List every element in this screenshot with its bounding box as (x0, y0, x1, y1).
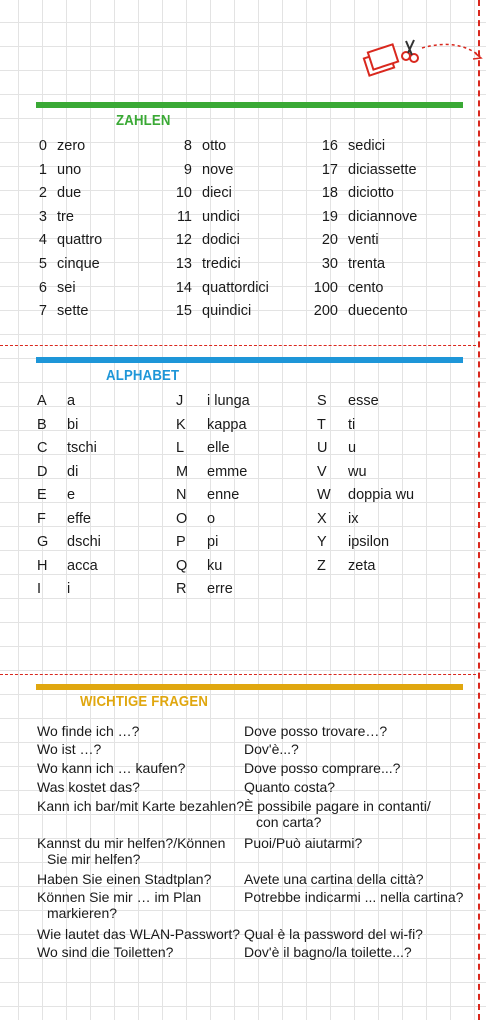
number-digit: 14 (175, 279, 192, 296)
fragen-title: WICHTIGE FRAGEN (80, 693, 209, 710)
number-word: tre (57, 208, 74, 225)
number-row (298, 161, 417, 179)
number-digit: 15 (175, 303, 192, 320)
alphabet-name: a (67, 393, 76, 409)
number-digit: 0 (38, 138, 47, 154)
alphabet-name: ipsilon (348, 534, 390, 550)
number-row (7, 184, 82, 202)
alphabet-name: tschi (67, 440, 97, 456)
number-row (7, 137, 86, 155)
alphabet-name: e (67, 487, 76, 503)
question-german-cont: markieren? (47, 905, 118, 921)
number-row (152, 137, 227, 155)
alphabet-letter: H (37, 557, 48, 574)
alphabet-letter: T (317, 416, 326, 433)
number-word: cento (348, 279, 384, 296)
number-digit: 17 (321, 161, 338, 178)
alphabet-name: i lunga (207, 393, 250, 409)
number-word: sette (57, 303, 89, 320)
number-digit: 200 (313, 303, 338, 320)
alphabet-letter: K (176, 416, 186, 433)
alphabet-name: erre (207, 581, 233, 597)
number-word: undici (202, 208, 240, 225)
alphabet-letter: C (37, 440, 48, 456)
alphabet-letter: M (176, 463, 189, 480)
number-word: quattordici (202, 279, 269, 296)
alphabet-letter: E (37, 487, 47, 503)
alphabet-name: ti (348, 416, 356, 433)
alphabet-name: emme (207, 463, 248, 480)
number-row (7, 161, 82, 179)
number-row (298, 231, 379, 249)
number-word: duecento (348, 303, 408, 320)
question-italian: Puoi/Può aiutarmi? (244, 835, 363, 851)
number-digit: 8 (183, 138, 192, 154)
number-word: venti (348, 232, 379, 249)
alphabet-name: doppia wu (348, 487, 415, 503)
vertical-cut-line (478, 0, 480, 1020)
alphabet-name: elle (207, 440, 230, 456)
number-digit: 3 (38, 208, 47, 225)
question-german: Wie lautet das WLAN-Passwort? (37, 926, 241, 942)
alphabet-name: wu (348, 463, 367, 480)
alphabet-header-bar (36, 357, 463, 363)
alphabet-letter: V (317, 463, 327, 480)
number-digit: 18 (321, 185, 338, 202)
alphabet-name: acca (67, 557, 98, 574)
number-word: tredici (202, 256, 241, 272)
number-digit: 20 (321, 232, 338, 249)
zahlen-header-bar (36, 102, 463, 108)
question-german: Kann ich bar/mit Karte bezahlen? (37, 798, 245, 814)
number-word: trenta (348, 256, 386, 272)
question-german: Kannst du mir helfen?/Können (37, 835, 226, 851)
number-digit: 13 (175, 256, 192, 272)
number-row (152, 255, 241, 273)
number-digit: 30 (321, 256, 338, 272)
number-digit: 6 (38, 279, 47, 296)
number-digit: 1 (38, 161, 47, 178)
question-german-cont: Sie mir helfen? (47, 851, 141, 867)
alphabet-name: zeta (348, 557, 376, 574)
alphabet-letter: F (37, 510, 46, 527)
number-row (7, 208, 74, 226)
number-digit: 16 (321, 138, 338, 154)
number-word: nove (202, 161, 234, 178)
alphabet-name: u (348, 440, 357, 456)
alphabet-name: effe (67, 510, 91, 527)
number-row (152, 184, 232, 202)
alphabet-letter: Y (317, 534, 327, 550)
question-italian: Dove posso comprare...? (244, 760, 401, 776)
number-word: quattro (57, 232, 103, 249)
alphabet-letter: Z (317, 557, 326, 574)
section-divider-1 (0, 345, 476, 346)
alphabet-letter: X (317, 510, 327, 527)
number-row (298, 279, 384, 297)
number-row (152, 161, 234, 179)
number-row (7, 231, 103, 249)
number-word: zero (57, 138, 86, 154)
alphabet-letter: J (176, 393, 184, 409)
number-word: diciotto (348, 185, 394, 202)
number-row (298, 302, 408, 320)
cut-out-card-icon (364, 44, 398, 75)
alphabet-name: bi (67, 416, 79, 433)
question-italian-cont: con carta? (256, 814, 322, 830)
alphabet-letter: L (176, 440, 185, 456)
alphabet-name: i (67, 581, 71, 597)
number-digit: 10 (175, 185, 192, 202)
alphabet-letter: P (176, 534, 186, 550)
alphabet-letter: I (37, 581, 42, 597)
alphabet-letter: U (317, 440, 328, 456)
alphabet-letter: B (37, 416, 47, 433)
number-row (152, 208, 240, 226)
number-word: cinque (57, 256, 100, 272)
number-digit: 12 (175, 232, 192, 249)
alphabet-letter: A (37, 393, 47, 409)
question-italian: Dov'è...? (244, 741, 299, 757)
number-row (298, 255, 386, 273)
question-italian: Potrebbe indicarmi ... nella cartina? (244, 889, 464, 905)
number-word: diciannove (348, 208, 418, 225)
number-digit: 100 (313, 279, 338, 296)
number-word: diciassette (348, 161, 417, 178)
alphabet-name: ku (207, 557, 223, 574)
number-digit: 7 (38, 303, 47, 320)
number-row (7, 255, 100, 273)
number-row (298, 137, 386, 155)
number-digit: 5 (38, 256, 47, 272)
question-german: Haben Sie einen Stadtplan? (37, 871, 212, 887)
alphabet-name: dschi (67, 534, 101, 550)
alphabet-name: esse (348, 393, 379, 409)
number-word: due (57, 185, 82, 202)
number-row (152, 302, 252, 320)
alphabet-name: ix (348, 510, 359, 527)
alphabet-name: pi (207, 534, 219, 550)
question-italian: Qual è la password del wi-fi? (244, 926, 423, 942)
question-italian: Avete una cartina della città? (244, 871, 424, 887)
alphabet-name: o (207, 510, 216, 527)
number-row (152, 231, 240, 249)
scissors-icon (362, 36, 486, 84)
question-german: Können Sie mir … im Plan (37, 889, 202, 905)
alphabet-name: kappa (207, 416, 247, 433)
section-divider-2 (0, 674, 476, 675)
zahlen-title: ZAHLEN (116, 112, 171, 129)
question-german: Wo finde ich …? (37, 723, 140, 739)
question-german: Wo kann ich … kaufen? (37, 760, 186, 776)
number-digit: 2 (38, 185, 47, 202)
number-word: dodici (202, 232, 240, 249)
number-word: dieci (202, 185, 232, 202)
question-italian: È possibile pagare in contanti/ (244, 798, 431, 814)
number-digit: 19 (321, 208, 338, 225)
number-row (7, 279, 76, 297)
number-word: sedici (348, 138, 386, 154)
fragen-header-bar (36, 684, 463, 690)
number-digit: 4 (38, 232, 47, 249)
alphabet-name: enne (207, 487, 240, 503)
question-italian: Dove posso trovare…? (244, 723, 388, 739)
alphabet-letter: S (317, 393, 327, 409)
alphabet-letter: G (37, 534, 49, 550)
number-digit: 11 (176, 208, 192, 225)
question-italian: Dov'è il bagno/la toilette...? (244, 944, 412, 960)
number-word: otto (202, 138, 227, 154)
number-word: sei (57, 279, 76, 296)
alphabet-name: di (67, 463, 79, 480)
alphabet-letter: O (176, 510, 188, 527)
alphabet-letter: W (317, 487, 331, 503)
alphabet-letter: D (37, 463, 48, 480)
number-digit: 9 (183, 161, 192, 178)
question-german: Wo sind die Toiletten? (37, 944, 174, 960)
alphabet-title: ALPHABET (106, 367, 180, 384)
number-row (152, 279, 269, 297)
question-italian: Quanto costa? (244, 779, 336, 795)
alphabet-letter: N (176, 487, 187, 503)
number-row (298, 208, 418, 226)
alphabet-letter: Q (176, 557, 188, 574)
number-row (298, 184, 394, 202)
question-german: Wo ist …? (37, 741, 102, 757)
question-german: Was kostet das? (37, 779, 140, 795)
number-word: quindici (202, 303, 252, 320)
number-row (7, 302, 89, 320)
number-word: uno (57, 161, 82, 178)
alphabet-letter: R (176, 581, 187, 597)
